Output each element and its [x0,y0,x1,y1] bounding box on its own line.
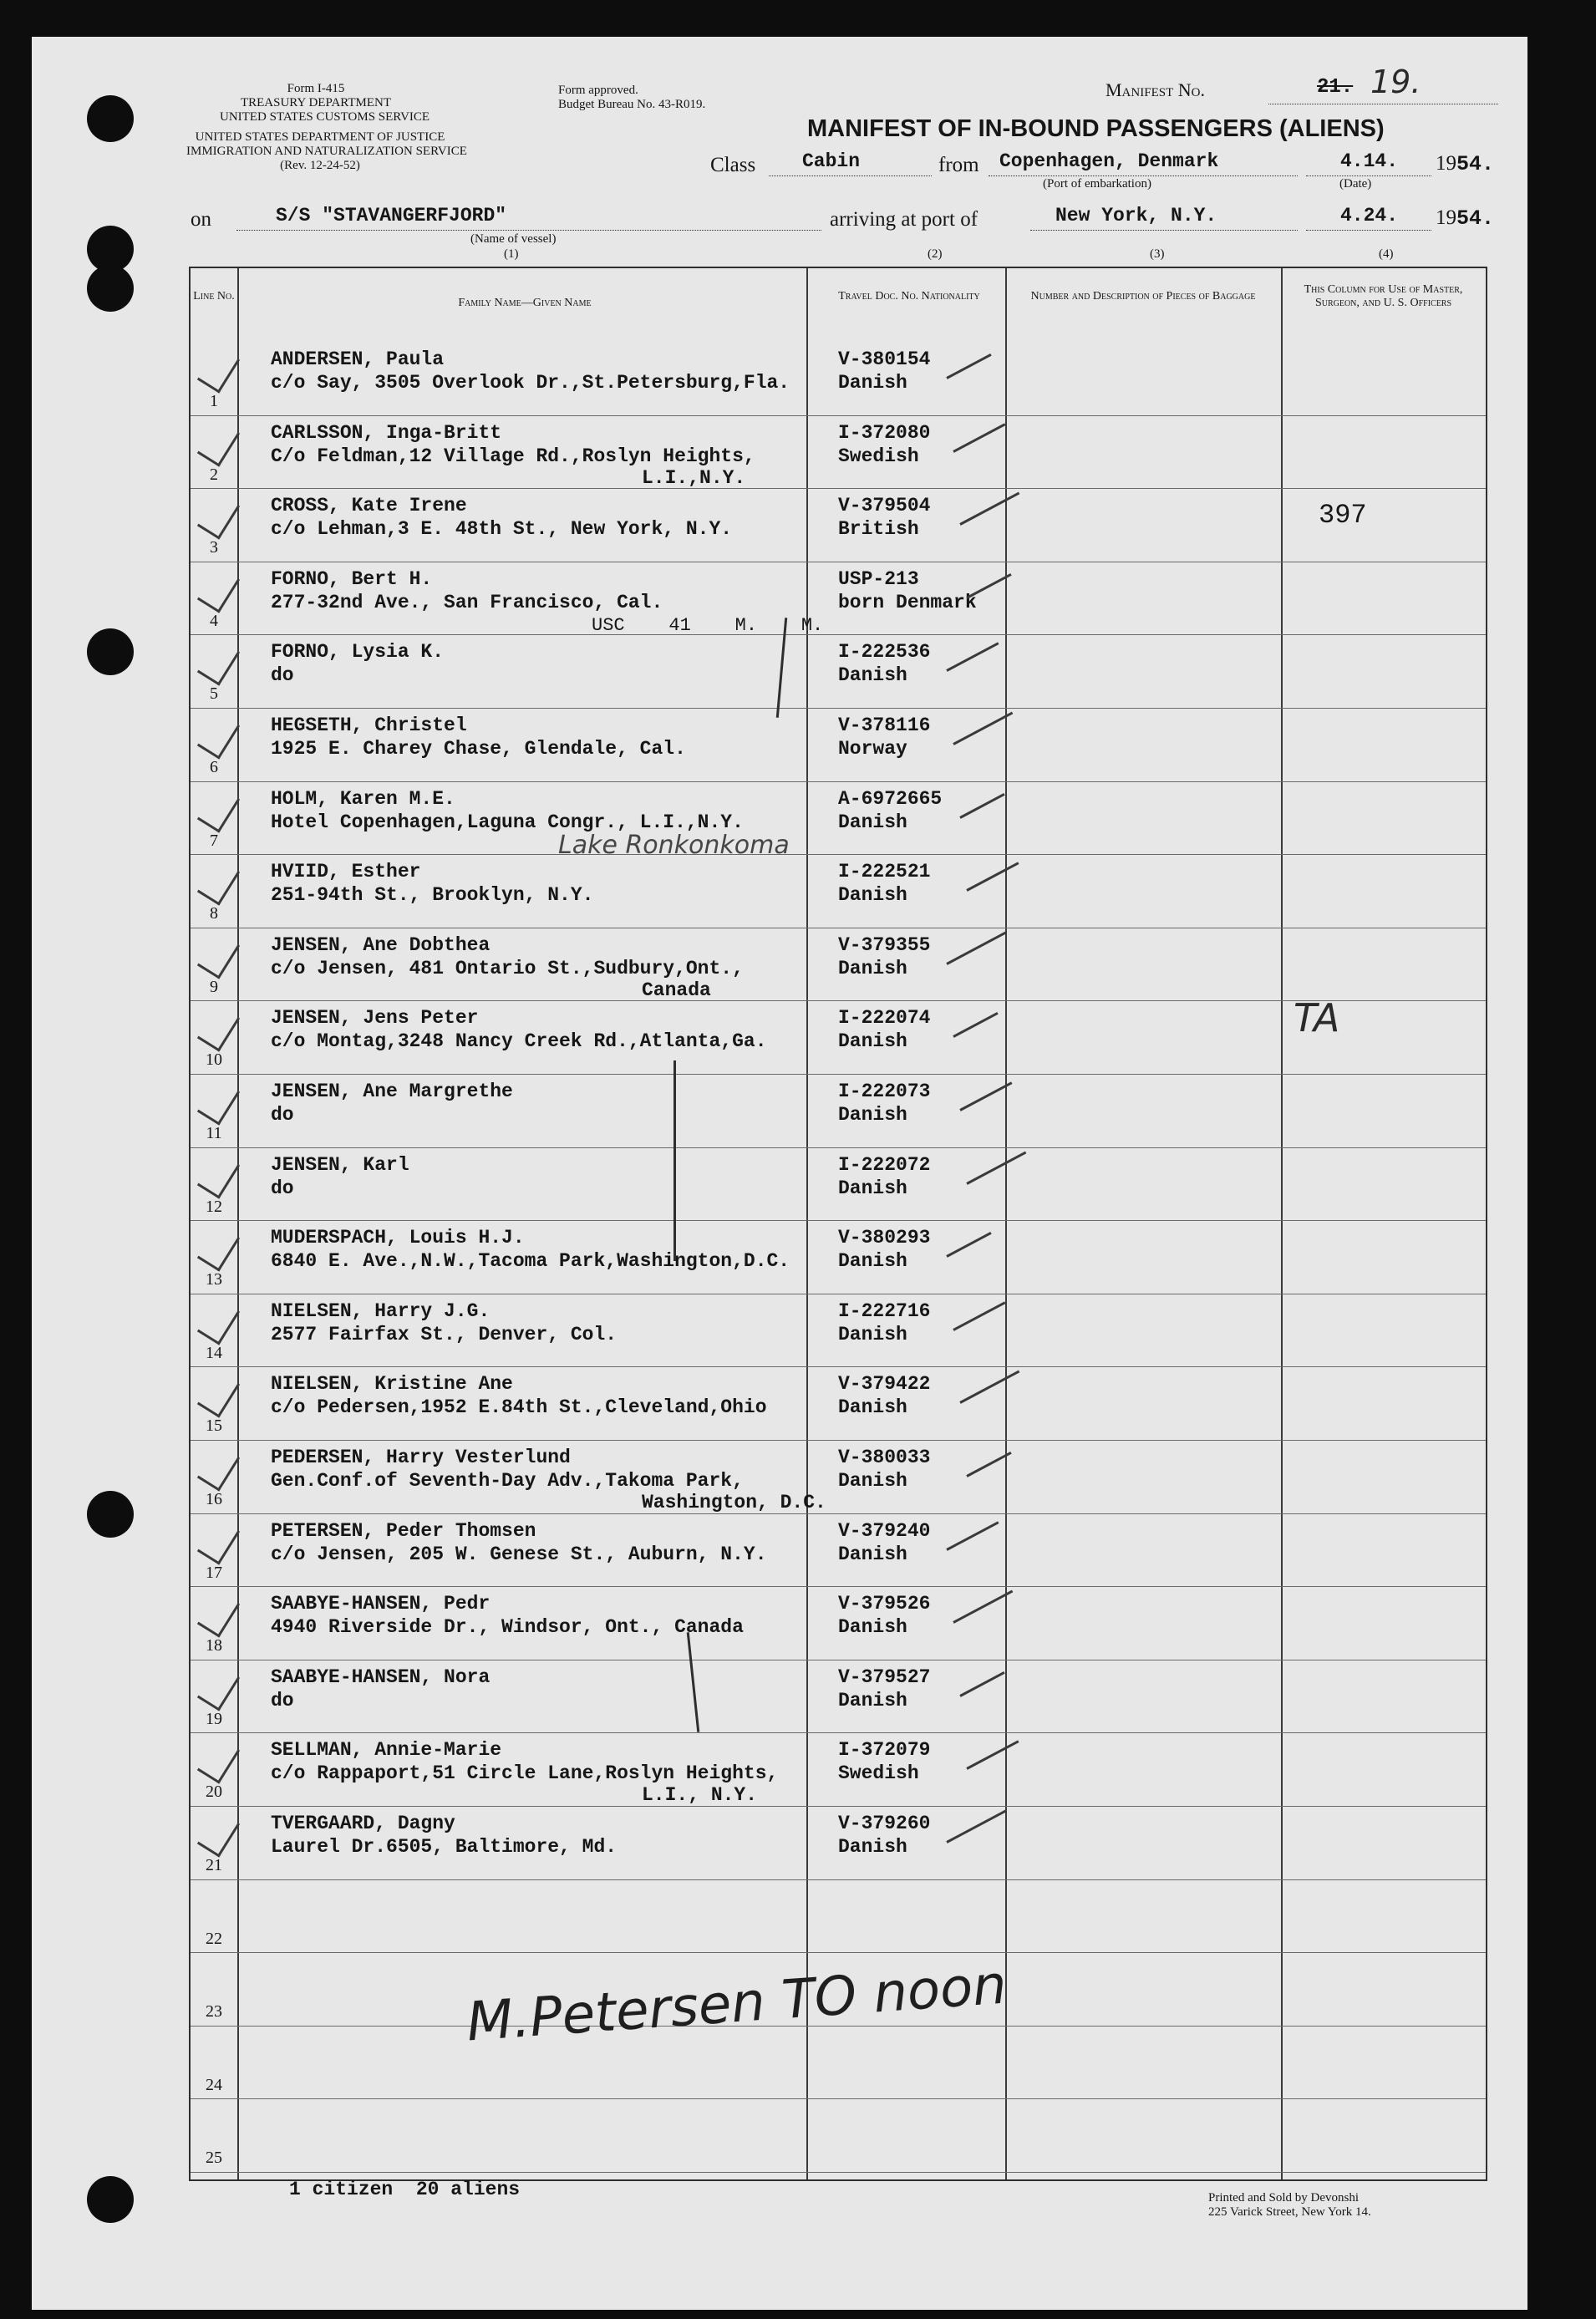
passenger-address: c/o Say, 3505 Overlook Dr.,St.Petersburg,Fla. [271,372,790,394]
passenger-name: ANDERSEN, Paula [271,348,445,370]
vessel-caption: (Name of vessel) [470,232,557,246]
tick-mark [946,643,999,673]
row-divider [191,708,1486,709]
tick-mark [966,862,1019,893]
passenger-address-cont: L.I.,N.Y. [642,466,746,489]
check-mark [197,786,240,832]
passenger-name: MUDERSPACH, Louis H.J. [271,1227,525,1249]
row-divider [191,1513,1486,1514]
line-number: 2 [210,465,218,484]
binder-hole [87,265,134,312]
row-divider [191,415,1486,416]
tick-mark [946,1232,991,1258]
row-divider [191,1806,1486,1807]
tick-mark [946,1810,1006,1844]
vessel-line [236,230,821,231]
nationality: Swedish [838,445,919,467]
binder-hole [87,95,134,142]
passenger-address: do [271,664,294,687]
embark-caption: (Port of embarkation) [1043,177,1151,191]
handwritten-lake-ronkonkoma: Lake Ronkonkoma [558,831,790,860]
form-revision: (Rev. 12-24-52) [280,159,360,172]
line-number: 13 [206,1270,222,1289]
tick-mark [959,1671,1004,1697]
nationality: Danish [838,664,907,687]
passenger-name: JENSEN, Karl [271,1153,409,1176]
passenger-name: JENSEN, Ane Margrethe [271,1081,513,1102]
col-header-line-no: Line No. [193,290,235,303]
check-mark [197,346,240,393]
row-divider [191,854,1486,855]
column-divider [1281,268,1283,2179]
embark-year-value: 54. [1456,152,1495,176]
nationality: Danish [838,1250,907,1273]
row-divider [191,781,1486,782]
arrival-year-value: 54. [1456,206,1495,231]
passenger-address-cont: Washington, D.C. [642,1492,826,1513]
passenger-name: FORNO, Lysia K. [271,641,445,664]
travel-doc-number: I-222073 [838,1081,931,1102]
travel-doc-number: I-372080 [838,421,931,444]
nationality: Danish [838,1836,907,1858]
date-caption: (Date) [1339,177,1372,191]
nationality: Danish [838,1396,907,1419]
passenger-name: JENSEN, Ane Dobthea [271,933,490,956]
line-number: 10 [206,1050,222,1070]
nationality: Danish [838,1689,907,1711]
check-mark [197,566,240,613]
line-number: 11 [206,1124,222,1142]
line-number: 22 [206,1929,222,1948]
line-number: 5 [210,684,218,704]
page-title: MANIFEST OF IN-BOUND PASSENGERS (ALIENS) [807,115,1385,142]
travel-doc-number: V-379526 [838,1593,931,1615]
row-divider [191,1074,1486,1075]
travel-doc-number: I-222521 [838,861,931,883]
treasury-dept: TREASURY DEPARTMENT [240,96,392,109]
passenger-name: HOLM, Karen M.E. [271,787,455,810]
bracket-mark [687,1632,700,1732]
officer-note-397: 397 [1319,500,1367,531]
check-mark [197,1005,240,1052]
check-mark [197,1371,240,1418]
check-mark [197,1591,240,1638]
nationality: Danish [838,1323,907,1345]
form-number: Form I-415 [287,82,345,95]
col-num-1: (1) [504,247,519,261]
passenger-address: c/o Jensen, 205 W. Genese St., Auburn, N.Y. [271,1543,767,1565]
tick-mark [966,1741,1019,1771]
printer-imprint [1208,2191,1371,2220]
travel-doc-number: USP-213 [838,567,919,590]
embark-year [1436,152,1494,176]
nationality: Danish [838,1177,907,1199]
passenger-name: JENSEN, Jens Peter [271,1007,479,1030]
check-mark [197,1518,240,1564]
class-value: Cabin [802,150,861,172]
row-divider [191,1147,1486,1148]
travel-doc-number: I-222536 [838,641,931,664]
manifest-number: 19. [1370,64,1421,100]
line-number: 17 [206,1563,222,1582]
row-divider [191,488,1486,489]
binder-hole [87,2176,134,2223]
travel-doc-number: V-379422 [838,1373,931,1396]
tick-mark [953,1301,1005,1331]
passenger-address: Gen.Conf.of Seventh-Day Adv.,Takoma Park, [271,1470,744,1492]
travel-doc-number: V-380154 [838,348,931,370]
tick-mark [953,1590,1013,1624]
check-mark [197,1298,240,1345]
from-label: from [938,154,979,176]
line-number: 16 [206,1490,222,1508]
check-mark [197,420,240,466]
passenger-name: CARLSSON, Inga-Britt [271,421,502,444]
form-approved: Form approved. [558,84,638,97]
row-divider [191,1586,1486,1587]
embark-date: 4.14. [1340,150,1399,172]
passenger-address-cont: Canada [642,979,711,1001]
col-num-3: (3) [1150,247,1165,261]
row-divider [191,1879,1486,1880]
passenger-address: c/o Lehman,3 E. 48th St., New York, N.Y. [271,518,733,541]
line-number: 15 [206,1416,222,1436]
col-num-4: (4) [1379,247,1394,261]
passenger-name: SELLMAN, Annie-Marie [271,1739,502,1762]
passenger-name: SAABYE-HANSEN, Pedr [271,1593,490,1615]
bracket-mark [673,1060,676,1261]
travel-doc-number: I-222072 [838,1153,931,1176]
arrival-date-line [1306,230,1431,231]
manifest-number-label: Manifest No. [1106,79,1205,100]
check-mark [197,712,240,759]
travel-doc-number: I-222074 [838,1007,931,1030]
row-divider [191,1000,1486,1001]
passenger-address: C/o Feldman,12 Village Rd.,Roslyn Heights, [271,445,755,467]
passenger-address: do [271,1104,294,1126]
usc-annotation: USC 41 M. M. [592,615,824,636]
officer-note-ta: TA [1294,995,1340,1040]
row-divider [191,634,1486,635]
line-number: 19 [206,1709,222,1728]
from-port: Copenhagen, Denmark [999,150,1219,172]
binder-hole [87,1491,134,1538]
nationality: born Denmark [838,591,977,613]
binder-hole [87,628,134,675]
year-prefix: 19 [1436,206,1456,229]
check-mark [197,932,240,979]
budget-bureau: Budget Bureau No. 43-R019. [558,98,706,111]
line-number: 6 [210,758,218,776]
passenger-name: PETERSEN, Peder Thomsen [271,1519,536,1542]
passenger-name: PEDERSEN, Harry Vesterlund [271,1447,571,1468]
line-number: 9 [210,977,218,996]
nationality: Danish [838,811,907,833]
nationality: Norway [838,738,907,760]
passenger-name: HEGSETH, Christel [271,715,467,736]
check-mark [197,1664,240,1711]
row-divider [191,2172,1486,2173]
check-mark [197,493,240,540]
line-number: 3 [210,538,218,557]
passenger-address: 251-94th St., Brooklyn, N.Y. [271,884,594,907]
tick-mark [966,1151,1026,1184]
printer-line-1: Printed and Sold by Devonshi [1208,2191,1359,2205]
class-line [769,175,932,176]
col-header-travel-doc: Travel Doc. No. Nationality [838,290,980,303]
passenger-address: 4940 Riverside Dr., Windsor, Ont., Canada [271,1616,744,1639]
passenger-address: c/o Pedersen,1952 E.84th St.,Cleveland,Ohio [271,1396,767,1419]
travel-doc-number: A-6972665 [838,787,943,810]
passenger-address: 2577 Fairfax St., Denver, Col. [271,1323,618,1345]
passenger-address: c/o Jensen, 481 Ontario St.,Sudbury,Ont., [271,957,744,979]
passenger-address: Laurel Dr.6505, Baltimore, Md. [271,1836,618,1858]
tick-mark [946,1521,999,1551]
row-divider [191,1440,1486,1441]
tick-mark [953,423,1005,453]
tick-mark [953,712,1013,745]
line-number: 4 [210,611,218,630]
check-mark [197,1078,240,1125]
manifest-sheet [32,37,1527,2310]
column-divider [806,268,808,2179]
col-num-2: (2) [928,247,943,261]
line-number: 7 [210,831,218,850]
tick-mark [959,793,1004,819]
line-number: 14 [206,1343,222,1362]
travel-doc-number: V-379240 [838,1519,931,1542]
col-header-name: Family Name—Given Name [458,297,592,309]
nationality: Danish [838,1543,907,1565]
travel-doc-number: V-379355 [838,933,931,956]
line-number: 18 [206,1636,222,1655]
passenger-name: NIELSEN, Kristine Ane [271,1373,513,1396]
check-mark [197,1152,240,1198]
passenger-name: SAABYE-HANSEN, Nora [271,1666,490,1688]
travel-doc-number: I-222716 [838,1299,931,1322]
check-mark [197,859,240,906]
passenger-address: do [271,1689,294,1711]
check-mark [197,1810,240,1857]
line-number: 25 [206,2149,222,2168]
travel-doc-number: I-372079 [838,1739,931,1762]
arrival-port: New York, N.Y. [1055,205,1217,226]
passenger-name: TVERGAARD, Dagny [271,1813,455,1834]
passenger-address: c/o Rappaport,51 Circle Lane,Roslyn Heights, [271,1762,779,1785]
col-header-baggage: Number and Description of Pieces of Baggage [1030,290,1256,303]
travel-doc-number: V-379504 [838,495,931,517]
passenger-summary: 1 citizen 20 aliens [289,2179,521,2200]
from-line [989,175,1298,176]
row-divider [191,1732,1486,1733]
passenger-address: Hotel Copenhagen,Laguna Congr., L.I.,N.Y. [271,811,744,833]
passenger-address: 1925 E. Charey Chase, Glendale, Cal. [271,738,686,760]
form-agency-block [220,82,430,125]
manifest-number-struck: 21. [1317,76,1354,99]
check-mark [197,639,240,686]
check-mark [197,1444,240,1491]
row-divider [191,2098,1486,2099]
row-divider [191,1220,1486,1221]
justice-block [186,130,467,173]
travel-doc-number: V-380293 [838,1227,931,1249]
signature: M.Petersen TO noon [465,1954,1009,2054]
tick-mark [946,353,991,379]
passenger-table [189,267,1487,2181]
customs-service: UNITED STATES CUSTOMS SERVICE [220,110,430,124]
line-number: 23 [206,2002,222,2021]
line-number: 12 [206,1197,222,1216]
line-number: 8 [210,904,218,923]
passenger-address-cont: L.I., N.Y. [642,1784,758,1807]
col-header-officers: This Column for Use of Master, Surgeon, and U. S. Officers [1304,283,1463,309]
passenger-name: FORNO, Bert H. [271,567,433,590]
embark-date-line [1306,175,1431,176]
nationality: Danish [838,1470,907,1492]
tick-mark [959,1371,1019,1404]
travel-doc-number: V-380033 [838,1447,931,1468]
nationality: Danish [838,1104,907,1126]
nationality: Swedish [838,1762,919,1785]
passenger-address: 277-32nd Ave., San Francisco, Cal. [271,591,663,613]
check-mark [197,1737,240,1784]
column-divider [237,268,239,2179]
on-label: on [191,208,211,231]
line-number: 1 [210,392,218,410]
passenger-address: 6840 E. Ave.,N.W.,Tacoma Park,Washington,D.C. [271,1250,790,1273]
passenger-address: c/o Montag,3248 Nancy Creek Rd.,Atlanta,Ga. [271,1030,767,1053]
column-divider [1005,268,1007,2179]
passenger-address: do [271,1177,294,1199]
justice-dept: UNITED STATES DEPARTMENT OF JUSTICE [195,130,445,144]
row-divider [191,1366,1486,1367]
tick-mark [946,931,1006,964]
class-label: Class [710,154,756,176]
ins-service: IMMIGRATION AND NATURALIZATION SERVICE [186,145,467,158]
arrival-date: 4.24. [1340,205,1399,226]
line-number: 24 [206,2075,222,2094]
passenger-name: HVIID, Esther [271,861,421,883]
year-prefix: 19 [1436,152,1456,175]
passenger-name: NIELSEN, Harry J.G. [271,1299,490,1322]
nationality: Danish [838,1030,907,1053]
travel-doc-number: V-379260 [838,1813,931,1834]
printer-line-2: 225 Varick Street, New York 14. [1208,2205,1371,2219]
tick-mark [953,1012,998,1038]
passenger-name: CROSS, Kate Irene [271,495,467,517]
budget-block [558,84,705,112]
row-divider [191,1952,1486,1953]
line-number: 21 [206,1856,222,1874]
travel-doc-number: V-378116 [838,715,931,736]
arrival-year [1436,206,1494,231]
travel-doc-number: V-379527 [838,1666,931,1688]
vessel-name: S/S "STAVANGERFJORD" [276,205,507,226]
nationality: British [838,518,919,541]
nationality: Danish [838,1616,907,1639]
nationality: Danish [838,957,907,979]
nationality: Danish [838,884,907,907]
tick-mark [959,492,1019,526]
arriving-label: arriving at port of [830,208,978,231]
arrival-port-line [1030,230,1298,231]
check-mark [197,1225,240,1272]
line-number: 20 [206,1782,222,1802]
nationality: Danish [838,372,907,394]
